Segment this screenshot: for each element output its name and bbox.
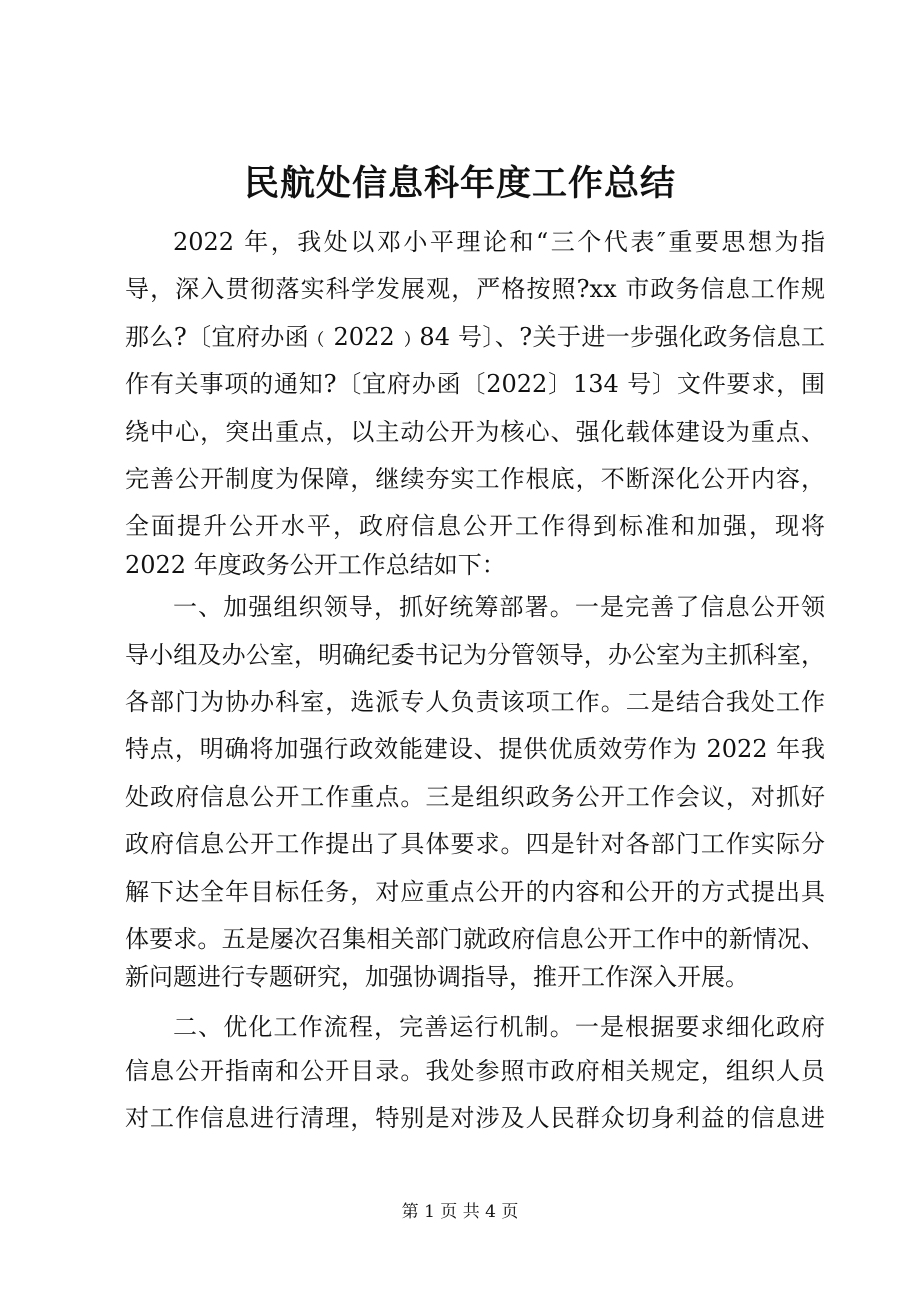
text-line: 二、优化工作流程，完善运行机制。一是根据要求细化政府 — [173, 1013, 825, 1041]
text-line: 那么?〔宜府办函﹙2022﹚84 号〕、?关于进一步强化政务信息工 — [125, 323, 825, 351]
text-line: 解下达全年目标任务，对应重点公开的内容和公开的方式提出具 — [125, 878, 825, 906]
document-title: 民航处信息科年度工作总结 — [243, 164, 676, 204]
text-line: 全面提升公开水平，政府信息公开工作得到标准和加强，现将 — [125, 512, 825, 540]
text-line: 2022 年，我处以邓小平理论和“三个代表″重要思想为指 — [173, 228, 825, 256]
text-line: 新问题进行专题研究，加强协调指导，推开工作深入开展。 — [125, 963, 749, 991]
text-line: 体要求。五是屡次召集相关部门就政府信息公开工作中的新情况、 — [125, 925, 825, 953]
text-line: 绕中心，突出重点，以主动公开为核心、强化载体建设为重点、 — [125, 418, 825, 446]
text-line: 完善公开制度为保障，继续夯实工作根底，不断深化公开内容， — [125, 465, 825, 493]
text-line: 对工作信息进行清理，特别是对涉及人民群众切身利益的信息进 — [125, 1104, 825, 1132]
text-line: 2022 年度政务公开工作总结如下： — [125, 551, 506, 579]
page-number-footer: 第 1 页 共 4 页 — [401, 1202, 519, 1222]
text-line: 作有关事项的通知?〔宜府办函〔2022〕134 号〕文件要求，围 — [125, 370, 825, 398]
text-line: 处政府信息公开工作重点。三是组织政务公开工作会议，对抓好 — [125, 783, 825, 811]
text-line: 导，深入贯彻落实科学发展观，严格按照?xx 市政务信息工作规 — [125, 275, 825, 303]
text-line: 特点，明确将加强行政效能建设、提供优质效劳作为 2022 年我 — [125, 735, 825, 763]
text-line: 政府信息公开工作提出了具体要求。四是针对各部门工作实际分 — [125, 830, 825, 858]
text-line: 信息公开指南和公开目录。我处参照市政府相关规定，组织人员 — [125, 1057, 825, 1085]
text-line: 一、加强组织领导，抓好统筹部署。一是完善了信息公开领 — [173, 593, 825, 621]
text-line: 导小组及办公室，明确纪委书记为分管领导，办公室为主抓科室， — [125, 641, 825, 669]
text-line: 各部门为协办科室，选派专人负责该项工作。二是结合我处工作 — [125, 688, 825, 716]
